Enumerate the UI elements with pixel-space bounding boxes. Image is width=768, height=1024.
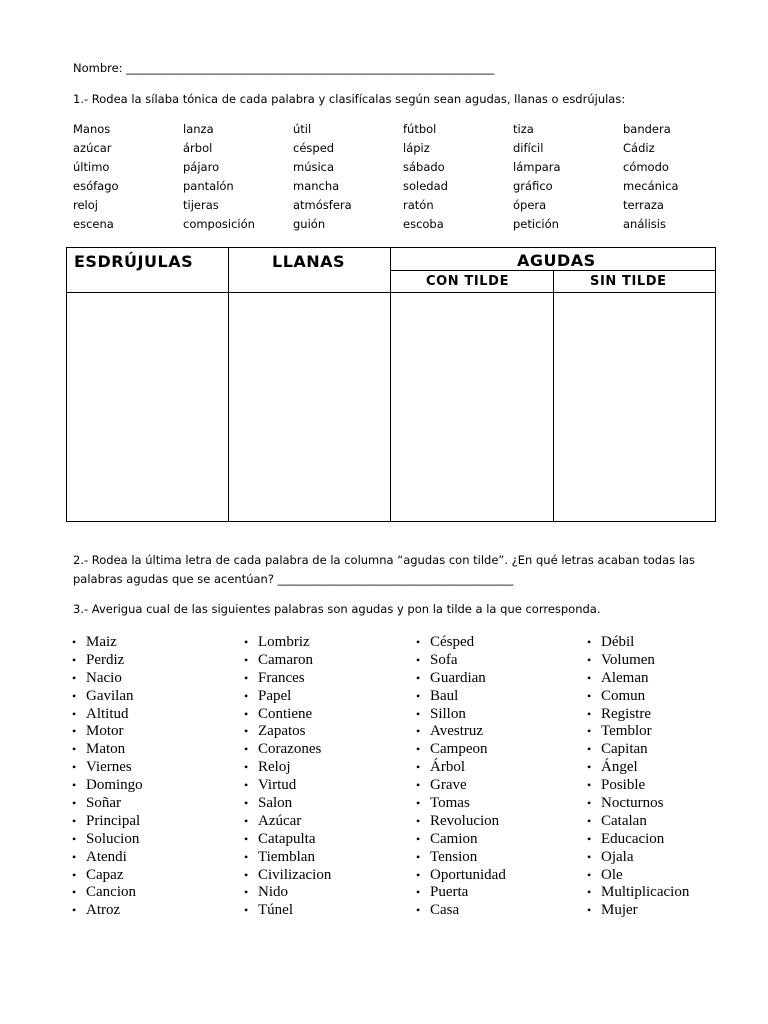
list-item-label: Camion (430, 830, 478, 847)
bullet-icon: • (72, 760, 77, 775)
list-item (72, 670, 143, 688)
list-item (587, 652, 689, 670)
list-item-label: Ángel (601, 759, 638, 776)
word-cell: sábado (403, 159, 445, 174)
table-divider (390, 248, 391, 521)
list-item-label: Aleman (601, 669, 649, 686)
list-item-label: Soñar (86, 795, 121, 812)
list-item-label: Tomas (430, 795, 470, 812)
list-item-label: Grave (430, 777, 467, 794)
word-cell: atmósfera (293, 197, 352, 212)
bullet-icon: • (72, 849, 77, 864)
bullet-icon: • (416, 724, 421, 739)
bullet-icon: • (416, 635, 421, 649)
bullet-icon: • (244, 760, 249, 775)
bullet-icon: • (587, 796, 592, 811)
word-cell: Manos (73, 122, 111, 136)
list-item (72, 795, 143, 813)
bullet-icon: • (244, 670, 249, 685)
list-item-label: Motor (86, 723, 124, 740)
list-item-label: Baul (430, 687, 459, 704)
word-cell: lámpara (513, 159, 561, 174)
bullet-icon: • (587, 635, 592, 649)
word-list-column-3 (416, 634, 506, 920)
list-item (244, 670, 331, 688)
list-item (244, 706, 331, 724)
bullet-icon: • (587, 885, 592, 900)
list-item-label: Campeon (430, 741, 488, 758)
word-cell: análisis (623, 216, 666, 231)
list-item (244, 634, 331, 652)
list-item-label: Perdiz (86, 651, 125, 668)
bullet-icon: • (244, 724, 249, 739)
word-cell: útil (293, 122, 312, 136)
bullet-icon: • (72, 778, 77, 793)
list-item-label: Árbol (430, 759, 465, 776)
bullet-icon: • (587, 778, 592, 793)
list-item (72, 759, 143, 777)
word-cell: césped (293, 140, 335, 155)
table-divider (228, 248, 229, 521)
bullet-icon: • (244, 778, 249, 793)
exercise3-instruction: 3.- Averigua cual de las siguientes palabras son agudas y pon la tilde a la que corresponda. (73, 602, 601, 616)
list-item-label: Zapatos (258, 723, 306, 740)
bullet-icon: • (244, 867, 249, 882)
list-item (587, 867, 689, 885)
bullet-icon: • (244, 813, 249, 828)
list-item (416, 670, 506, 688)
word-cell: bandera (623, 122, 671, 136)
bullet-icon: • (416, 688, 421, 703)
list-item (416, 867, 506, 885)
list-item-label: Camaron (258, 651, 313, 668)
list-item-label: Posible (601, 777, 646, 794)
word-cell: árbol (183, 140, 213, 155)
word-cell: ópera (513, 197, 547, 212)
list-item-label: Registre (601, 705, 651, 722)
word-cell: difícil (513, 140, 544, 155)
list-item-label: Guardian (430, 669, 486, 686)
word-cell: soledad (403, 178, 448, 193)
word-cell: cómodo (623, 159, 669, 174)
bullet-icon: • (587, 831, 592, 846)
list-item (72, 849, 143, 867)
list-item (587, 884, 689, 902)
bullet-icon: • (416, 831, 421, 846)
list-item-label: Educacion (601, 830, 665, 847)
table-divider (553, 271, 554, 521)
list-item-label: Principal (86, 812, 141, 829)
list-item (416, 902, 506, 920)
name-field-line: Nombre: ________________________________________________________________ (73, 61, 495, 75)
list-item-label: Azúcar (258, 812, 302, 829)
list-item (244, 813, 331, 831)
list-item (244, 831, 331, 849)
bullet-icon: • (587, 688, 592, 703)
list-item-label: Tension (430, 848, 478, 865)
list-item (416, 884, 506, 902)
list-item-label: Mujer (601, 902, 638, 919)
list-item-label: Puerta (430, 884, 469, 901)
list-item (72, 777, 143, 795)
list-item-label: Débil (601, 634, 635, 650)
word-cell: ratón (403, 197, 434, 212)
list-item-label: Capitan (601, 741, 648, 758)
word-cell: pájaro (183, 159, 220, 174)
bullet-icon: • (72, 813, 77, 828)
list-item (244, 777, 331, 795)
list-item-label: Túnel (258, 902, 293, 919)
list-item (72, 867, 143, 885)
list-item (416, 706, 506, 724)
bullet-icon: • (244, 849, 249, 864)
word-cell: música (293, 159, 335, 174)
bullet-icon: • (587, 760, 592, 775)
list-item (587, 670, 689, 688)
header-agudas: AGUDAS (517, 251, 596, 270)
classification-table (66, 247, 716, 522)
bullet-icon: • (416, 796, 421, 811)
word-cell: esófago (73, 178, 119, 193)
word-cell: mancha (293, 178, 340, 193)
bullet-icon: • (244, 688, 249, 703)
header-llanas: LLANAS (272, 252, 346, 271)
list-item (416, 723, 506, 741)
bullet-icon: • (244, 885, 249, 900)
list-item (244, 759, 331, 777)
list-item (72, 652, 143, 670)
list-item (587, 777, 689, 795)
list-item-label: Avestruz (430, 723, 484, 740)
bullet-icon: • (416, 706, 421, 721)
word-cell: gráfico (513, 178, 553, 193)
list-item (244, 849, 331, 867)
list-item-label: Ole (601, 866, 623, 883)
bullet-icon: • (244, 706, 249, 721)
list-item (587, 688, 689, 706)
list-item-label: Lombriz (258, 634, 310, 650)
list-item (416, 652, 506, 670)
list-item (72, 902, 143, 920)
list-item-label: Domingo (86, 777, 143, 794)
list-item-label: Nido (258, 884, 288, 901)
list-item-label: Cancion (86, 884, 136, 901)
bullet-icon: • (416, 760, 421, 775)
bullet-icon: • (244, 796, 249, 811)
bullet-icon: • (416, 652, 421, 667)
word-cell: lanza (183, 122, 214, 136)
list-item (416, 741, 506, 759)
bullet-icon: • (587, 849, 592, 864)
word-cell: terraza (623, 197, 664, 212)
list-item (416, 634, 506, 652)
bullet-icon: • (416, 670, 421, 685)
list-item (587, 813, 689, 831)
bullet-icon: • (587, 742, 592, 757)
bullet-icon: • (72, 635, 77, 649)
list-item (244, 723, 331, 741)
list-item (587, 741, 689, 759)
list-item (587, 759, 689, 777)
word-cell: tiza (513, 122, 534, 136)
bullet-icon: • (416, 813, 421, 828)
list-item-label: Volumen (601, 651, 655, 668)
list-item (587, 902, 689, 920)
bullet-icon: • (416, 867, 421, 882)
bullet-icon: • (587, 706, 592, 721)
bullet-icon: • (244, 742, 249, 757)
bullet-icon: • (244, 903, 249, 918)
bullet-icon: • (72, 706, 77, 721)
list-item (587, 723, 689, 741)
list-item-label: Atroz (86, 902, 121, 919)
word-cell: tijeras (183, 197, 219, 212)
bullet-icon: • (416, 903, 421, 918)
list-item (416, 777, 506, 795)
list-item-label: Maton (86, 741, 126, 758)
bullet-icon: • (72, 831, 77, 846)
word-cell: guión (293, 216, 326, 231)
word-cell: escoba (403, 216, 444, 231)
list-item-label: Capaz (86, 866, 124, 883)
bullet-icon: • (416, 849, 421, 864)
list-item-label: Salon (258, 795, 293, 812)
list-item (72, 813, 143, 831)
word-cell: escena (73, 216, 114, 231)
bullet-icon: • (416, 885, 421, 900)
list-item (72, 741, 143, 759)
word-list-column-4 (587, 634, 689, 920)
exercise2-instruction-line2: palabras agudas que se acentúan? _________________________________________ (73, 572, 514, 586)
bullet-icon: • (72, 742, 77, 757)
word-cell: último (73, 159, 110, 174)
list-item (244, 884, 331, 902)
list-item (416, 759, 506, 777)
list-item (416, 688, 506, 706)
list-item-label: Maiz (86, 634, 117, 650)
bullet-icon: • (72, 652, 77, 667)
list-item-label: Revolucion (430, 812, 500, 829)
bullet-icon: • (416, 742, 421, 757)
bullet-icon: • (244, 831, 249, 846)
bullet-icon: • (587, 903, 592, 918)
bullet-icon: • (72, 688, 77, 703)
word-cell: azúcar (73, 140, 112, 155)
bullet-icon: • (587, 670, 592, 685)
list-item-label: Gavilan (86, 687, 134, 704)
list-item (244, 741, 331, 759)
list-item-label: Contiene (258, 705, 313, 722)
list-item (72, 688, 143, 706)
list-item-label: Viernes (86, 759, 132, 776)
header-esdrujulas: ESDRÚJULAS (74, 252, 194, 271)
list-item-label: Virtud (258, 777, 297, 794)
list-item-label: Tiemblan (258, 848, 315, 865)
header-con-tilde: CON TILDE (426, 274, 510, 289)
list-item-label: Frances (258, 669, 305, 686)
bullet-icon: • (416, 778, 421, 793)
exercise2-instruction-line1: 2.- Rodea la última letra de cada palabra de la columna “agudas con tilde”. ¿En qué letras acaban todas las (73, 553, 695, 567)
list-item-label: Reloj (258, 759, 291, 776)
bullet-icon: • (72, 867, 77, 882)
word-cell: reloj (73, 197, 98, 212)
bullet-icon: • (72, 796, 77, 811)
bullet-icon: • (244, 635, 249, 649)
list-item-label: Nacio (86, 669, 122, 686)
list-item-label: Casa (430, 902, 460, 919)
list-item-label: Nocturnos (601, 795, 664, 812)
word-list-column-1 (72, 634, 143, 920)
list-item (244, 795, 331, 813)
list-item-label: Oportunidad (430, 866, 506, 883)
list-item-label: Solucion (86, 830, 140, 847)
list-item (72, 884, 143, 902)
list-item (72, 634, 143, 652)
word-cell: Cádiz (623, 140, 655, 155)
word-cell: composición (183, 216, 255, 231)
list-item-label: Multiplicacion (601, 884, 690, 901)
list-item (72, 723, 143, 741)
table-divider (67, 292, 715, 293)
list-item-label: Temblor (601, 723, 652, 740)
list-item (587, 831, 689, 849)
bullet-icon: • (587, 813, 592, 828)
list-item-label: Césped (430, 634, 475, 650)
list-item (587, 849, 689, 867)
word-cell: lápiz (403, 140, 430, 155)
list-item (416, 813, 506, 831)
list-item (72, 706, 143, 724)
list-item (416, 849, 506, 867)
list-item (244, 652, 331, 670)
word-list-column-2 (244, 634, 331, 920)
table-divider (390, 270, 715, 271)
list-item (244, 867, 331, 885)
list-item-label: Altitud (86, 705, 129, 722)
list-item-label: Papel (258, 687, 292, 704)
bullet-icon: • (72, 670, 77, 685)
list-item (416, 795, 506, 813)
word-cell: fútbol (403, 122, 437, 136)
bullet-icon: • (72, 903, 77, 918)
bullet-icon: • (587, 867, 592, 882)
list-item (587, 795, 689, 813)
bullet-icon: • (587, 724, 592, 739)
list-item (72, 831, 143, 849)
list-item (587, 706, 689, 724)
bullet-icon: • (72, 724, 77, 739)
word-cell: pantalón (183, 178, 234, 193)
list-item (244, 688, 331, 706)
list-item-label: Catapulta (258, 830, 316, 847)
header-sin-tilde: SIN TILDE (590, 274, 667, 289)
list-item-label: Ojala (601, 848, 634, 865)
word-cell: mecánica (623, 178, 679, 193)
bullet-icon: • (244, 652, 249, 667)
list-item (587, 634, 689, 652)
bullet-icon: • (72, 885, 77, 900)
list-item-label: Catalan (601, 812, 647, 829)
list-item-label: Civilizacion (258, 866, 332, 883)
list-item (244, 902, 331, 920)
list-item-label: Atendi (86, 848, 127, 865)
list-item-label: Sofa (430, 651, 458, 668)
list-item-label: Sillon (430, 705, 466, 722)
word-cell: petición (513, 216, 559, 231)
list-item-label: Comun (601, 687, 646, 704)
list-item-label: Corazones (258, 741, 322, 758)
bullet-icon: • (587, 652, 592, 667)
exercise1-word-grid (73, 121, 693, 233)
exercise1-instruction: 1.- Rodea la sílaba tónica de cada palabra y clasifícalas según sean agudas, llanas o esdrújulas: (73, 92, 626, 106)
list-item (416, 831, 506, 849)
